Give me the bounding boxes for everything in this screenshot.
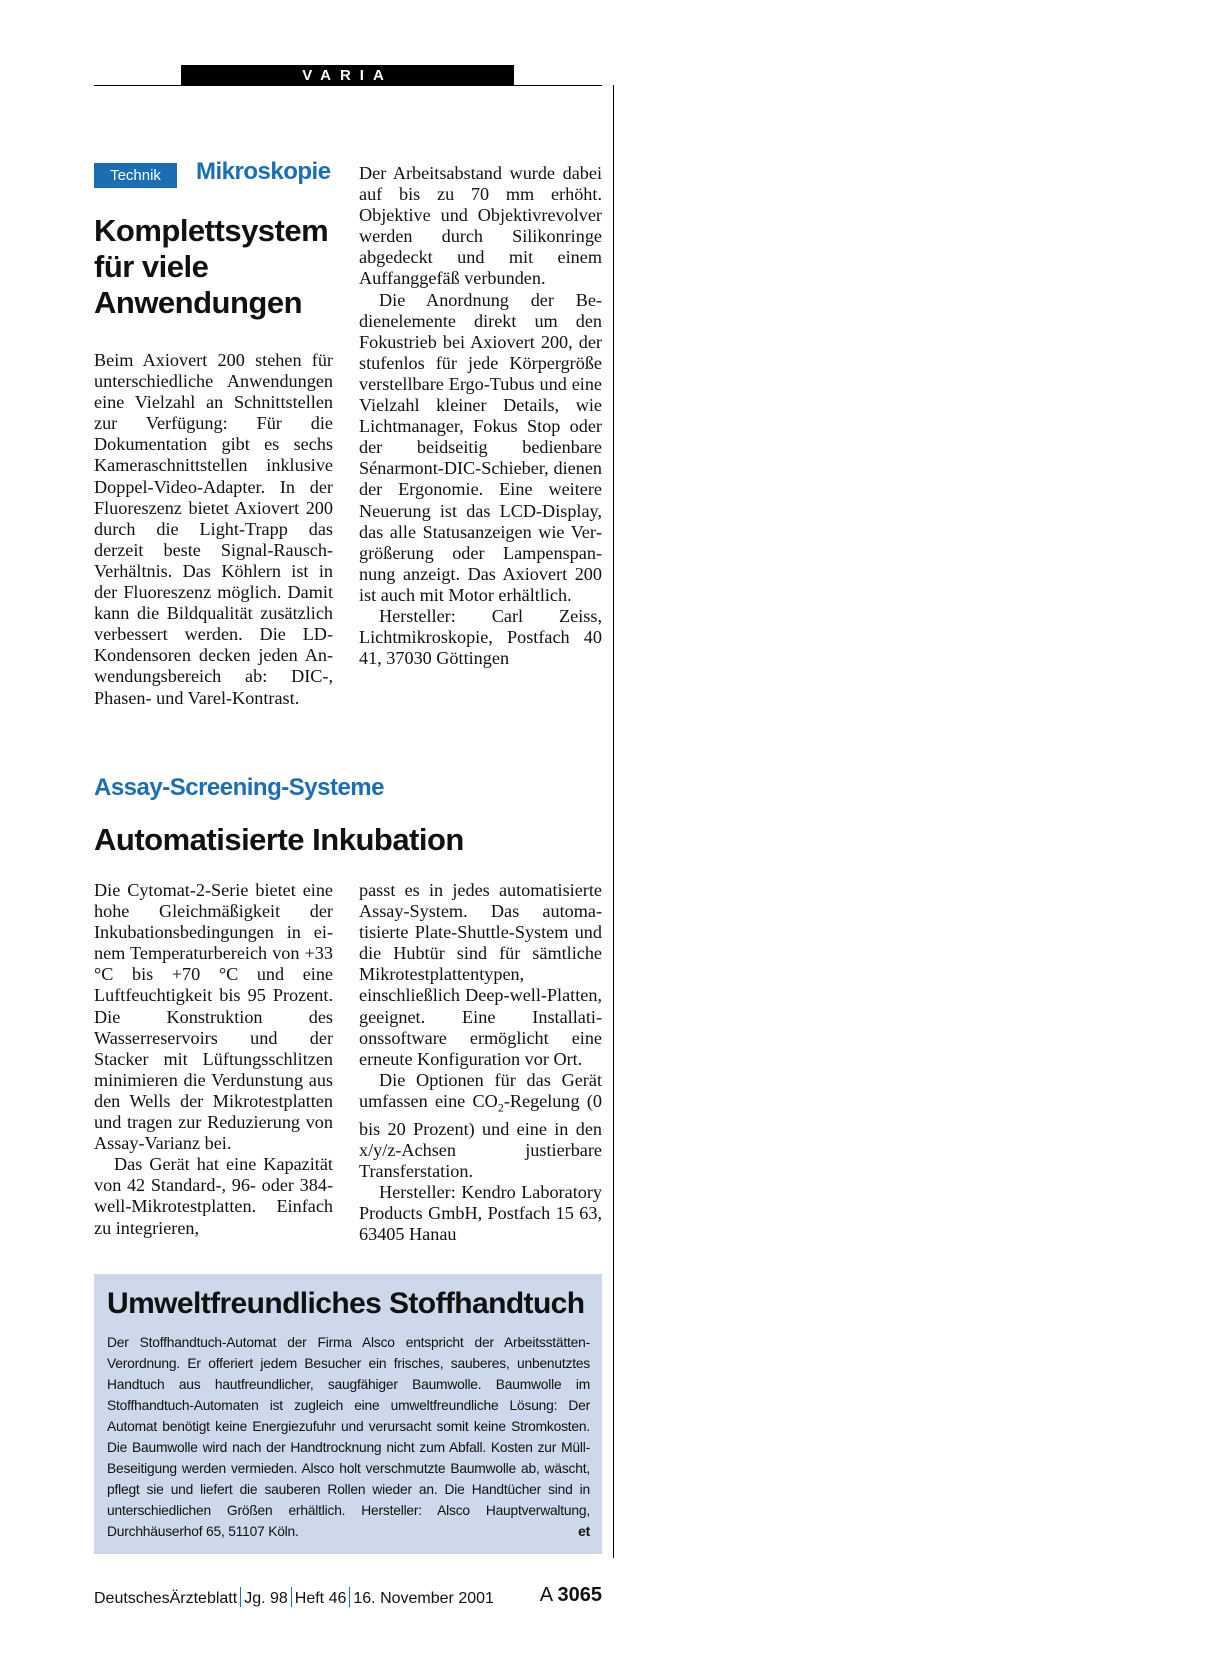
- box-text: [107, 1332, 590, 1542]
- paragraph: Die Cytomat-2-Serie bietet eine hohe Gleichmäßigkeit der Inkubationsbedingungen in einem Temperaturbereich von +33 °C bis +70 °C und eine Luftfeuchtigkeit bis 95 Prozent. Die Konstruktion des Wasserreservoirs und der Stacker mit Lüftungsschlitzen minimieren die Verdunstung aus den Wells der Mikrotestplatten und tragen zur Reduzierung von Assay-Varianz bei.: [94, 880, 333, 1154]
- text-run: -Regelung (0 bis 20 Prozent) und eine in den x/y/z-Achsen justierbare Transferstation.: [359, 1090, 602, 1181]
- article1-column-1: [94, 350, 333, 709]
- volume: Jg. 98: [244, 1590, 288, 1607]
- paragraph: Die Anordnung der Bedienelemente direkt um den Fokustrieb bei Axiovert 200, der stufenlos für jede Körpergröße verstellbare Ergo-Tubus und eine Vielzahl kleiner Details, wie Lichtmanager, Fokus Stop oder der beidseitig bedienbare Sénarmont-DIC-Schieber, dienen der Ergonomie. Eine weitere Neuerung ist das LCD-Display, das alle Statusanzeigen wie Vergrößerung oder Lampenspannung anzeigt. Das Axiovert 200 ist auch mit Motor erhältlich.: [359, 289, 602, 605]
- paragraph: Hersteller: Carl Zeiss, Lichtmikroskopie, Postfach 40 41, 37030 Göttingen: [359, 605, 602, 669]
- paragraph: Hersteller: Kendro Laboratory Products GmbH, Postfach 15 63, 63405 Hanau: [359, 1181, 602, 1245]
- article2-kicker: Assay-Screening-Systeme: [94, 774, 384, 801]
- headline-line: für viele: [94, 249, 209, 284]
- paragraph: Der Arbeitsabstand wurde dabei auf bis zu 70 mm erhöht. Objektive und Objektivrevolver werden durch Silikonringe abgedeckt und mit einem Auffanggefäß verbunden.: [359, 163, 602, 289]
- box-title: Umweltfreundliches Stoffhandtuch: [107, 1287, 585, 1320]
- text-run: Die Optionen für das Gerät umfassen eine CO: [359, 1069, 602, 1111]
- box-body: Der Stoffhandtuch-Automat der Firma Alsco entspricht der Arbeitsstätten-Verordnung. Er offeriert jedem Besucher ein frisches, sauberes, unbenutztes Handtuch aus hautfreundlicher, saugfähiger Baumwolle. Baumwolle im Stoffhandtuch-Automaten ist zugleich eine umweltfreundliche Lösung: Der Automat benötigt keine Energiezufuhr und verursacht somit keine Stromkosten. Die Baumwolle wird nach der Handtrocknung nicht zum Abfall. Kosten zur Müll-Beseitigung werden vermieden. Alsco holt verschmutzte Baumwolle ab, wäscht, pflegt sie und liefert die sauberen Rollen wieder an. Die Handtücher sind in unterschiedlichen Größen erhältlich. Hersteller: Alsco Hauptverwaltung, Durchhäuserhof 65, 51107 Köln.: [107, 1335, 590, 1539]
- article2-column-2: [359, 880, 602, 1245]
- headline-line: Komplettsystem: [94, 213, 329, 248]
- paragraph: Beim Axiovert 200 stehen für unterschiedliche Anwendungen eine Vielzahl an Schnittstellen zur Verfügung: Für die Dokumentation gibt es sechs Kameraschnittstellen inklusive Doppel-Video-Adapter. In der Fluoreszenz bietet Axiovert 200 durch die Light-Trapp das derzeit beste Signal-Rausch-Verhältnis. Das Köhlern ist in der Fluoreszenz möglich. Damit kann die Bildqualität zusätzlich verbessert werden. Die LD-Kondensoren decken jeden Anwendungsbereich ab: DIC-, Phasen- und Varel-Kontrast.: [94, 350, 333, 708]
- page-number: [540, 1584, 602, 1607]
- issue-date: 16. November 2001: [353, 1590, 494, 1607]
- page-prefix: A: [539, 1584, 552, 1606]
- column-divider: [613, 85, 614, 1558]
- page-footer: [94, 1584, 602, 1611]
- subscript: 2: [497, 1100, 504, 1115]
- header-rule: [94, 85, 602, 86]
- journal-name: DeutschesÄrzteblatt: [94, 1590, 238, 1607]
- category-tag: Technik: [94, 163, 177, 188]
- author-initials: et: [578, 1524, 590, 1539]
- info-box: [94, 1274, 602, 1554]
- article1-kicker: Mikroskopie: [196, 158, 331, 185]
- footer-separator: [349, 1587, 350, 1607]
- paragraph: Das Gerät hat eine Kapazität von 42 Standard-, 96- oder 384-well-Mikrotestplatten. Einfach zu integrieren,: [94, 1154, 333, 1238]
- article2-headline: Automatisierte Inkubation: [94, 822, 464, 857]
- article1-column-2: [359, 163, 602, 669]
- issue: Heft 46: [294, 1590, 347, 1607]
- page-number-value: 3065: [557, 1584, 602, 1606]
- footer-separator: [291, 1587, 292, 1607]
- article2-column-1: [94, 880, 333, 1239]
- article1-headline: [94, 213, 328, 321]
- footer-separator: [240, 1587, 241, 1607]
- headline-line: Anwendungen: [94, 285, 303, 320]
- paragraph: [359, 1070, 602, 1182]
- section-header: VARIA: [181, 65, 514, 86]
- paragraph: passt es in jedes automatisierte Assay-System. Das automatisierte Plate-Shuttle-System und die Hubtür sind für sämtliche Mikrotestplattentypen, einschließlich Deep-well-Platten, geeignet. Eine Installationssoftware ermöglicht eine erneute Konfiguration vor Ort.: [359, 880, 602, 1069]
